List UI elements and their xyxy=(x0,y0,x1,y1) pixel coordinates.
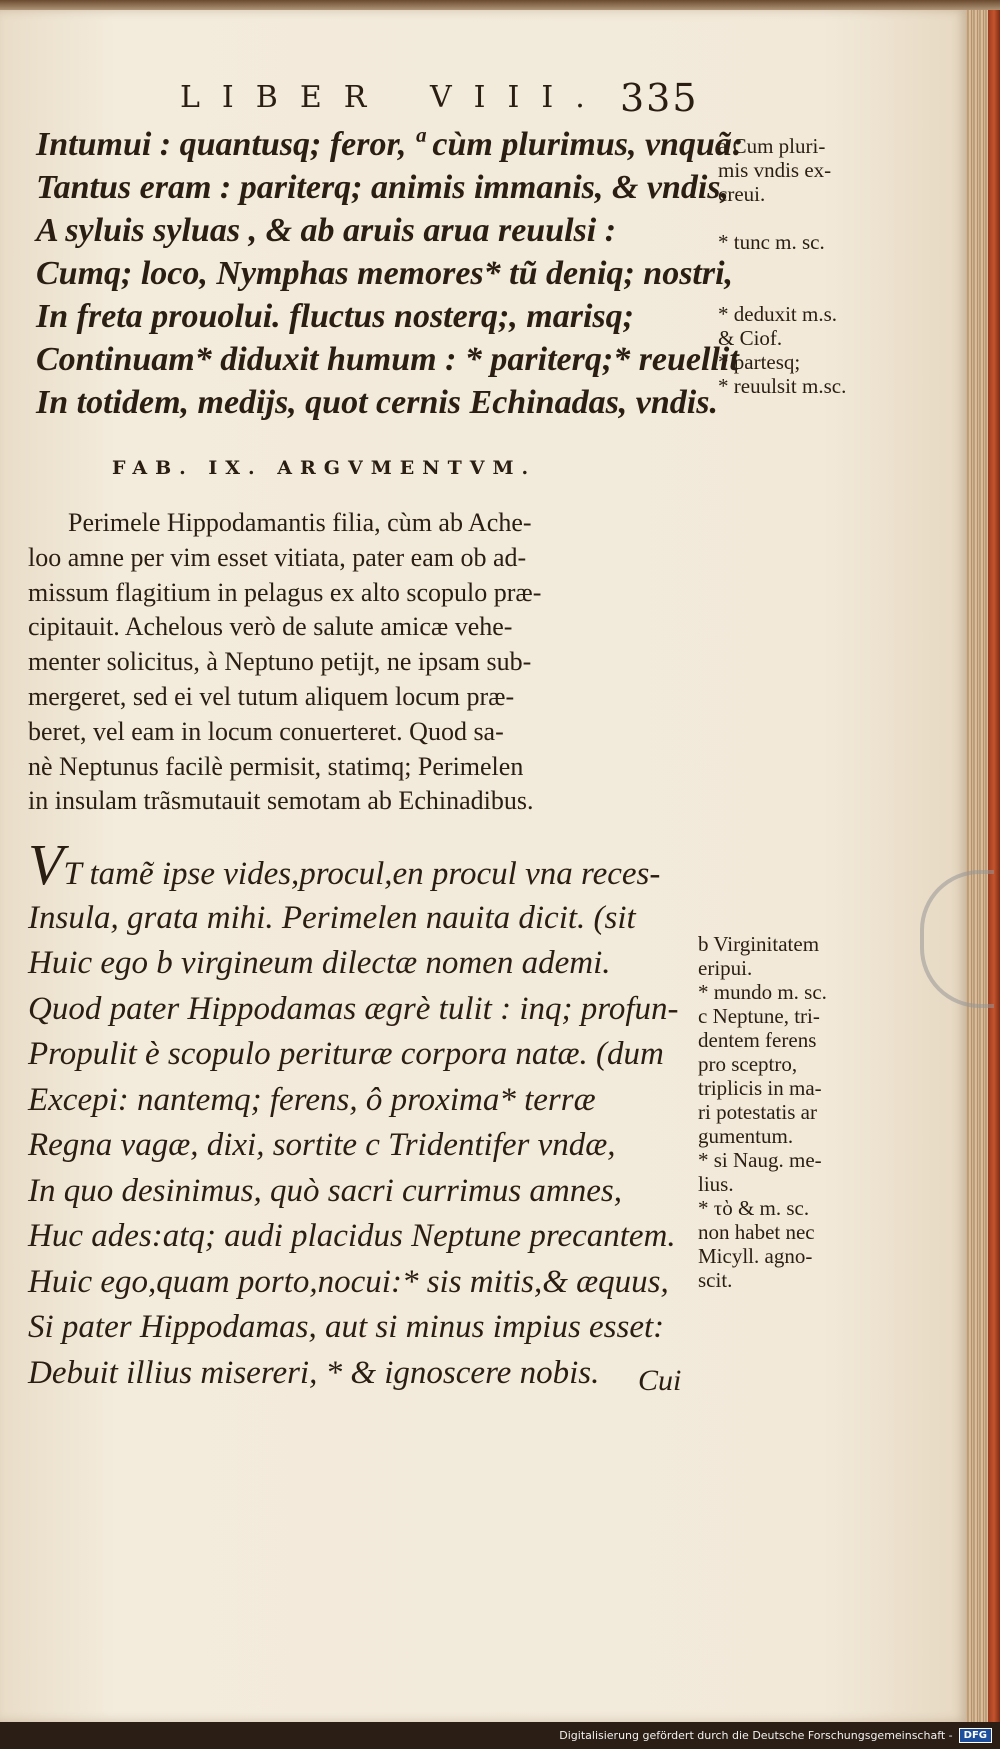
verse-line: Continuam* diduxit humum : * pariterq;* reuellit xyxy=(36,341,739,378)
margin-note-line: * si Naug. me- xyxy=(698,1148,822,1172)
verse-line-rest: T tamẽ ipse vides,procul,en procul vna reces- xyxy=(63,856,661,892)
verse-line: Tantus eram : pariterq; animis immanis, & vndis, xyxy=(36,169,730,206)
margin-note-line: * partesq; xyxy=(718,350,801,374)
running-title-right: VIII. xyxy=(430,80,607,115)
margin-note-line: * mundo m. sc. xyxy=(698,980,827,1004)
margin-notes-1 xyxy=(718,134,846,398)
margin-note-line: * deduxit m.s. xyxy=(718,302,837,326)
verse-line: Cumq; loco, Nymphas memores* tũ deniq; nostri, xyxy=(36,255,734,292)
margin-note-line: dentem ferens xyxy=(698,1028,817,1052)
margin-note-line: * reuulsit m.sc. xyxy=(718,374,847,398)
verse-line: Regna vagæ, dixi, sortite c Tridentifer vndæ, xyxy=(28,1127,616,1163)
margin-note-line xyxy=(718,278,846,302)
verse-block-1 xyxy=(36,123,743,424)
prose-line: loo amne per vim esset vitiata, pater eam ob ad- xyxy=(28,542,527,572)
catchword: Cui xyxy=(638,1364,682,1397)
margin-note-line: b Virginitatem xyxy=(698,932,820,956)
margin-note-line xyxy=(718,206,846,230)
page-number: 335 xyxy=(620,76,699,120)
book-fore-edge xyxy=(966,10,1000,1722)
verse-line: Huic ego,quam porto,nocui:* sis mitis,& æquus, xyxy=(28,1263,669,1300)
margin-note-line: & Ciof. xyxy=(718,326,783,350)
margin-note-line: a Cum pluri- xyxy=(718,134,826,158)
prose-line: cipitauit. Achelous verò de salute amicæ vehe- xyxy=(28,612,513,642)
margin-note-line: * tunc m. sc. xyxy=(718,230,825,254)
margin-note-line: gumentum. xyxy=(698,1124,794,1148)
verse-line: Huic ego b virgineum dilectæ nomen ademi. xyxy=(28,945,611,981)
margin-note-line: scit. xyxy=(698,1268,733,1292)
verse-line: Debuit illius misereri, * & ignoscere nobis. xyxy=(28,1354,600,1391)
verse-first-line xyxy=(28,832,679,897)
margin-note-line: eripui. xyxy=(698,956,753,980)
verse-line: Propulit è scopulo perituræ corpora natæ. (dum xyxy=(28,1036,664,1072)
margin-note-line: creui. xyxy=(718,182,766,206)
verse-line: In freta prouolui. fluctus nosterq;, marisq; xyxy=(36,298,634,335)
verse-line: A syluis syluas , & ab aruis arua reuulsi : xyxy=(36,212,617,249)
verse-line: In totidem, medijs, quot cernis Echinadas, vndis. xyxy=(36,384,718,421)
verse-line: Huc ades:atq; audi placidus Neptune precantem. xyxy=(28,1218,676,1254)
prose-line: mergeret, sed ei vel tutum aliquem locum præ- xyxy=(28,681,515,711)
digitization-credit xyxy=(559,1726,992,1744)
verse-line: Intumui : quantusq; feror, ª cùm plurimus, vnquã: xyxy=(36,126,744,163)
prose-line: in insulam trãsmutauit semotam ab Echinadibus. xyxy=(28,786,534,816)
drop-cap: V xyxy=(28,832,64,897)
margin-notes-2 xyxy=(698,932,827,1292)
prose-line: beret, vel eam in locum conuerteret. Quod sa- xyxy=(28,716,504,746)
prose-line: nè Neptunus facilè permisit, statimq; Perimelen xyxy=(28,751,524,781)
margin-note-line: mis vndis ex- xyxy=(718,158,832,182)
margin-note-line: non habet nec xyxy=(698,1220,815,1244)
verse-line: In quo desinimus, quò sacri currimus amnes, xyxy=(28,1172,622,1209)
dfg-logo: DFG xyxy=(959,1728,992,1743)
running-title-left: LIBER xyxy=(180,80,389,115)
fable-heading: FAB. IX. ARGVMENTVM. xyxy=(112,457,537,479)
margin-note-line: Micyll. agno- xyxy=(698,1244,813,1268)
margin-note-line: triplicis in ma- xyxy=(698,1076,822,1100)
margin-note-line: c Neptune, tri- xyxy=(698,1004,820,1028)
margin-note-line xyxy=(718,254,846,278)
margin-note-line: pro sceptro, xyxy=(698,1052,798,1076)
verse-block-2 xyxy=(28,832,682,1397)
argument-prose xyxy=(28,506,718,819)
verse-line: Insula, grata mihi. Perimelen nauita dicit. (sit xyxy=(28,899,636,936)
verse-line: Quod pater Hippodamas ægrè tulit : inq; profun- xyxy=(28,990,679,1027)
margin-note-line: * τὸ & m. sc. xyxy=(698,1196,810,1220)
verse-line: Si pater Hippodamas, aut si minus impius esset: xyxy=(28,1309,665,1345)
prose-line: Perimele Hippodamantis filia, cùm ab Ache- xyxy=(68,508,532,537)
prose-line: missum flagitium in pelagus ex alto scopulo præ- xyxy=(28,577,542,607)
prose-line: menter solicitus, à Neptuno petijt, ne ipsam sub- xyxy=(28,647,532,677)
red-edge-band xyxy=(988,10,1000,1722)
verse-line: Excepi: nantemq; ferens, ô proxima* terræ xyxy=(28,1081,596,1118)
margin-note-line: lius. xyxy=(698,1172,734,1196)
credit-text: Digitalisierung gefördert durch die Deutsche Forschungsgemeinschaft - xyxy=(559,1728,953,1742)
margin-note-line: ri potestatis ar xyxy=(698,1100,817,1124)
